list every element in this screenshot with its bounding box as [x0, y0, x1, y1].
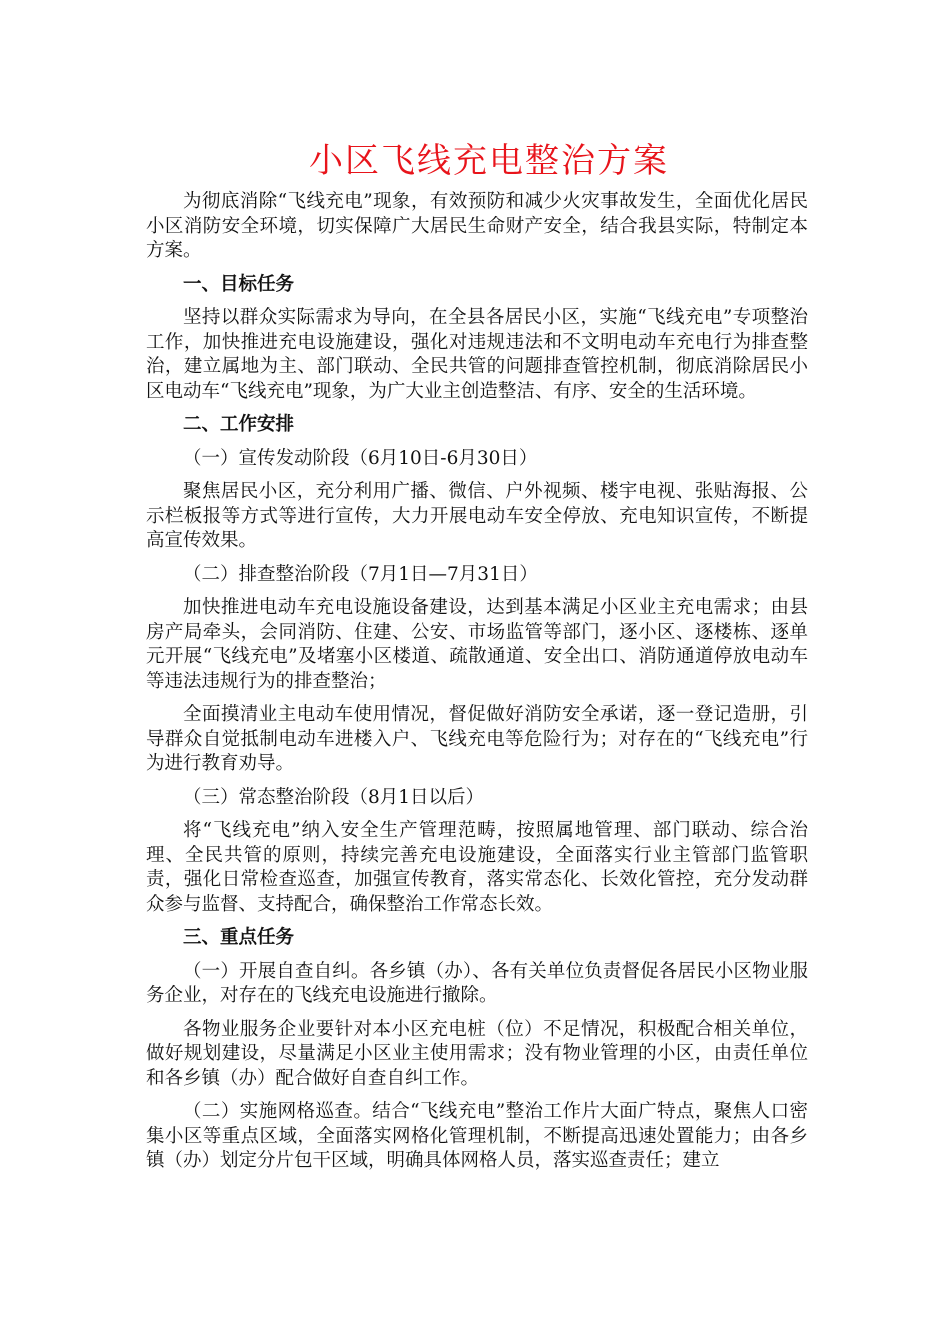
- stage3-paragraph: 将“飞线充电”纳入安全生产管理范畴，按照属地管理、部门联动、综合治理、全民共管的原则，持续完善充电设施建设，全面落实行业主管部门监管职责，强化日常检查巡查，加强宣传教育，落实常态化、长效化管控，充分发动群众参与监督、支持配合，确保整治工作常态长效。: [146, 820, 808, 915]
- stage3-title: （三）常态整治阶段（8月1日以后）: [183, 786, 485, 808]
- document-title: 小区飞线充电整治方案: [309, 141, 669, 181]
- document-page: [146, 138, 808, 1183]
- section-heading-key-tasks: 三、重点任务: [183, 927, 295, 948]
- section-heading-arrangement: 二、工作安排: [183, 414, 295, 435]
- goals-paragraph: 坚持以群众实际需求为导向，在全县各居民小区，实施“飞线充电”专项整治工作，加快推进充电设施建设，强化对违规违法和不文明电动车充电行为排查整治，建立属地为主、部门联动、全民共管的问题排查管控机制，彻底消除居民小区电动车“飞线充电”现象，为广大业主创造整洁、有序、安全的生活环境。: [146, 307, 808, 402]
- stage1-title: （一）宣传发动阶段（6月10日-6月30日）: [183, 447, 538, 469]
- intro-paragraph: 为彻底消除“飞线充电”现象，有效预防和减少火灾事故发生，全面优化居民小区消防安全环境，切实保障广大居民生命财产安全，结合我县实际，特制定本方案。: [146, 191, 808, 261]
- stage1-paragraph: 聚焦居民小区，充分利用广播、微信、户外视频、楼宇电视、张贴海报、公示栏板报等方式等进行宣传，大力开展电动车安全停放、充电知识宣传，不断提高宣传效果。: [146, 481, 808, 551]
- stage2-paragraph-2: 全面摸清业主电动车使用情况，督促做好消防安全承诺，逐一登记造册，引导群众自觉抵制电动车进楼入户、飞线充电等危险行为；对存在的“飞线充电”行为进行教育劝导。: [146, 704, 808, 774]
- task1-paragraph: （一）开展自查自纠。各乡镇（办）、各有关单位负责督促各居民小区物业服务企业，对存在的飞线充电设施进行撤除。: [146, 960, 808, 1006]
- section-heading-goals: 一、目标任务: [183, 273, 295, 295]
- stage2-title: （二）排查整治阶段（7月1日—7月31日）: [183, 563, 538, 585]
- task2-paragraph: （二）实施网格巡查。结合“飞线充电”整治工作片大面广特点，聚焦人口密集小区等重点区域，全面落实网格化管理机制，不断提高迅速处置能力；由各乡镇（办）划定分片包干区域，明确具体网格人员，落实巡查责任；建立: [146, 1101, 808, 1171]
- stage2-paragraph-1: 加快推进电动车充电设施设备建设，达到基本满足小区业主充电需求；由县房产局牵头，会同消防、住建、公安、市场监管等部门，逐小区、逐楼栋、逐单元开展“飞线充电”及堵塞小区楼道、疏散通道、安全出口、消防通道停放电动车等违法违规行为的排查整治；: [146, 597, 808, 692]
- task1-body-paragraph: 各物业服务企业要针对本小区充电桩（位）不足情况，积极配合相关单位，做好规划建设，尽量满足小区业主使用需求；没有物业管理的小区，由责任单位和各乡镇（办）配合做好自查自纠工作。: [146, 1018, 808, 1089]
